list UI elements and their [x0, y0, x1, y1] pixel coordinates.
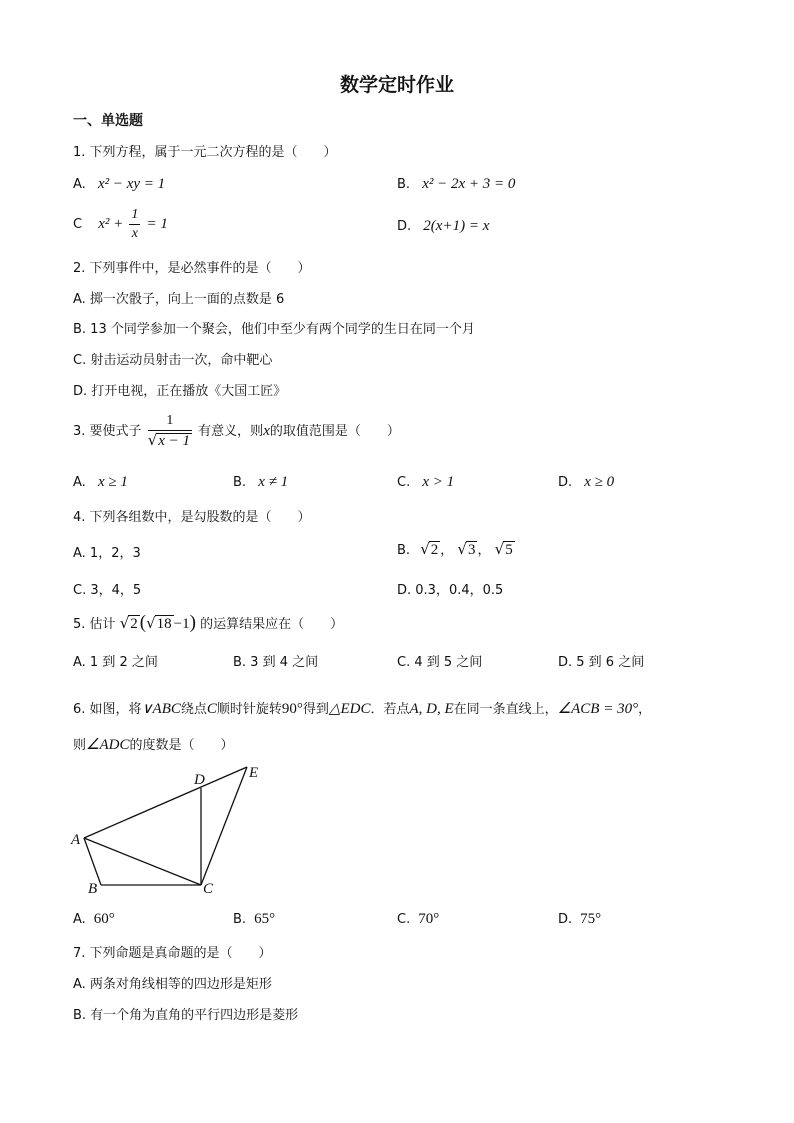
- question-5-stem: 5. 估计 √2 (√18 −1) 的运算结果应在（ ）: [73, 612, 344, 633]
- q1-option-c: [73, 208, 168, 241]
- label-e: E: [249, 765, 259, 781]
- q6-option-c: C. 70°: [397, 911, 440, 927]
- q1-c-math1: x² +: [98, 216, 124, 232]
- q7-option-a: A. 两条对角线相等的四边形是矩形: [73, 977, 272, 992]
- q1-c-label: C: [73, 217, 83, 232]
- section-heading: 一、单选题: [73, 113, 143, 129]
- q1-c-fraction: $\frac{1}{x}$: [131, 207, 139, 241]
- q6-option-a: A. 60°: [73, 911, 115, 927]
- q3-option-a: A. x ≥ 1: [73, 474, 128, 490]
- q2-option-a: A. 掷一次骰子，向上一面的点数是 6: [73, 292, 285, 307]
- q1-option-d: [397, 218, 489, 235]
- q1-b-math: x² − 2x + 3 = 0: [422, 176, 516, 192]
- page-title: 数学定时作业: [339, 74, 454, 96]
- q2-option-d: D. 打开电视，正在播放《大国工匠》: [73, 384, 287, 399]
- q2-option-b: B. 13 个同学参加一个聚会，他们中至少有两个同学的生日在同一个月: [73, 322, 475, 337]
- label-a: A: [71, 832, 81, 848]
- label-b: B: [88, 881, 98, 897]
- q5-option-c: C. 4 到 5 之间: [397, 655, 483, 670]
- question-1-stem: 1. 下列方程，属于一元二次方程的是（ ）: [73, 145, 337, 160]
- q5-option-a: A. 1 到 2 之间: [73, 655, 158, 670]
- q6-option-d: D. 75°: [558, 911, 602, 927]
- q3-option-d: D. x ≥ 0: [558, 474, 615, 490]
- q3-fraction: $\frac{1}{√x - 1}$: [147, 413, 191, 449]
- question-3-stem: 3. 要使式子 $\frac{1}{√x - 1}$ 有意义，则x的取值范围是（ ）: [73, 413, 400, 449]
- q5-option-d: D. 5 到 6 之间: [558, 655, 645, 670]
- q6-option-b: B. 65°: [233, 911, 276, 927]
- q1-option-a: [73, 176, 165, 193]
- q1-c-math2: = 1: [146, 216, 168, 232]
- q1-d-label: D.: [397, 219, 412, 234]
- q3-option-c: C. x > 1: [397, 474, 455, 490]
- q7-option-b: B. 有一个角为直角的平行四边形是菱形: [73, 1008, 299, 1023]
- q3-option-b: B. x ≠ 1: [233, 474, 289, 490]
- q2-option-c: C. 射击运动员射击一次，命中靶心: [73, 353, 273, 368]
- question-2-stem: 2. 下列事件中，是必然事件的是（ ）: [73, 261, 311, 276]
- q6-figure: [66, 760, 266, 900]
- label-d: D: [194, 772, 205, 788]
- q4-option-b: B. √2 ， √3 ， √5: [397, 540, 513, 558]
- q1-a-math: x² − xy = 1: [97, 176, 166, 192]
- q5-option-b: B. 3 到 4 之间: [233, 655, 319, 670]
- q1-option-b: [397, 176, 515, 193]
- line-ab: [84, 838, 101, 885]
- q4-option-d: D. 0.3，0.4，0.5: [397, 583, 504, 598]
- question-6-line1: 6. 如图，将∨ABC绕点C顺时针旋转90°得到△EDC．若点A, D, E在同一条直线上，∠ACB = 30°，: [73, 701, 652, 717]
- line-ac: [84, 838, 201, 885]
- question-7-stem: 7. 下列命题是真命题的是（ ）: [73, 946, 272, 961]
- label-c: C: [203, 881, 214, 897]
- question-4-stem: 4. 下列各组数中，是勾股数的是（ ）: [73, 510, 311, 525]
- q4-option-c: C. 3，4，5: [73, 583, 142, 598]
- question-6-line2: 则∠ADC的度数是（ ）: [73, 737, 234, 753]
- q1-b-label: B.: [397, 177, 411, 192]
- line-ae: [84, 767, 247, 838]
- q4-option-a: A. 1，2，3: [73, 546, 141, 561]
- q1-d-math: 2(x+1) = x: [423, 218, 490, 234]
- q1-a-label: A.: [73, 177, 86, 192]
